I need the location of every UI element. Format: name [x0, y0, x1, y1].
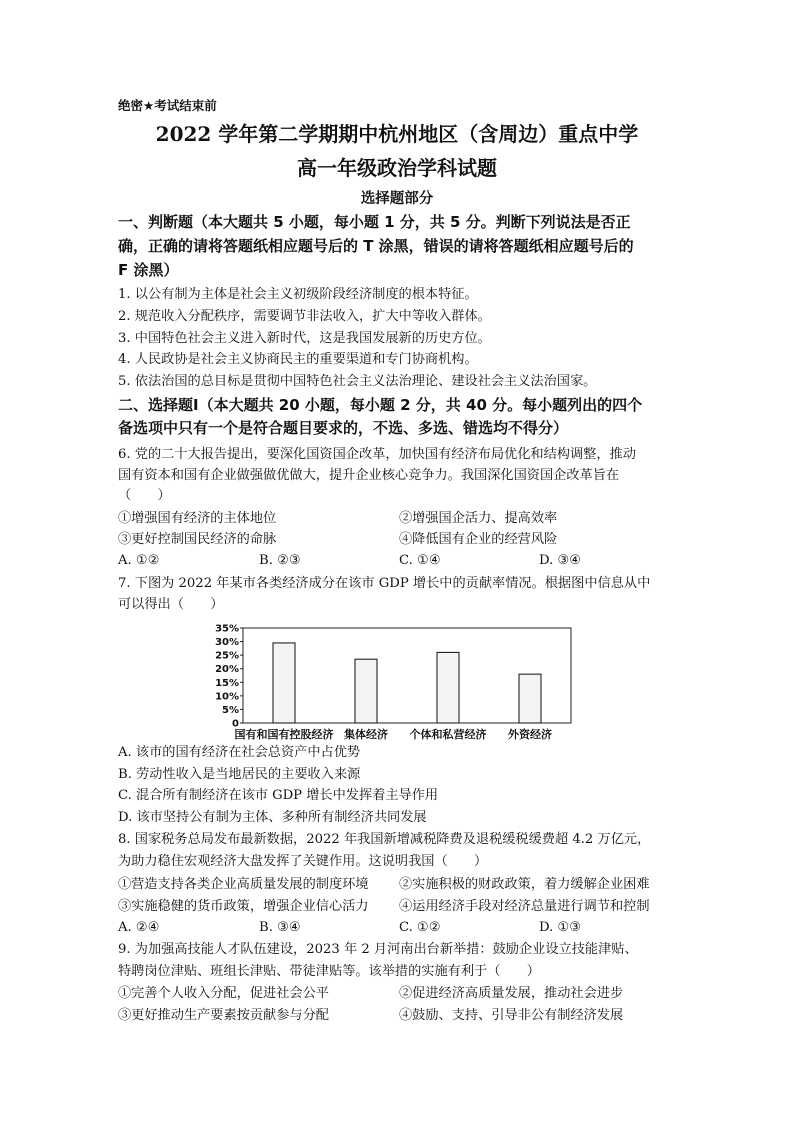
section1-heading-line1: 一、判断题（本大题共 5 小题，每小题 1 分，共 5 分。判断下列说法是否正	[118, 213, 631, 231]
y-tick-label: 10%	[215, 691, 239, 703]
q6-stem-line2: 国有资本和国有企业做强做优做大，提升企业核心竞争力。我国深化国资国企改革旨在	[118, 468, 620, 483]
bar	[519, 674, 541, 723]
category-label: 外资经济	[508, 728, 552, 741]
q6-statement-1: ①增强国有经济的主体地位	[118, 511, 277, 526]
y-tick-label: 20%	[215, 664, 239, 676]
tf-item-3: 3. 中国特色社会主义进入新时代，这是我国发展新的历史方位。	[118, 331, 491, 346]
tf-item-1: 1. 以公有制为主体是社会主义初级阶段经济制度的根本特征。	[118, 287, 478, 302]
q8-stem-line1: 8. 国家税务总局发布最新数据，2022 年我国新增减税降费及退税缓税缓费超 4.2 万亿元，	[118, 832, 651, 847]
category-label: 集体经济	[344, 728, 388, 741]
q9-stem-line2: 特聘岗位津贴、班组长津贴、带徒津贴等。该举措的实施有利于（ ）	[118, 964, 540, 979]
q7-option-a: A. 该市的国有经济在社会总资产中占优势	[118, 745, 361, 760]
q8-statement-1: ①营造支持各类企业高质量发展的制度环境	[118, 877, 369, 892]
bar	[355, 659, 377, 723]
q9-statement-4: ④鼓励、支持、引导非公有制经济发展	[399, 1008, 624, 1023]
category-label: 个体和私营经济	[409, 728, 487, 741]
q8-stem-line2: 为助力稳住宏观经济大盘发挥了关键作用。这说明我国（ ）	[118, 854, 488, 869]
bar	[273, 643, 295, 723]
y-tick-label: 0	[232, 718, 239, 730]
q9-stem-line1: 9. 为加强高技能人才队伍建设，2023 年 2 月河南出台新举措：鼓励企业设立技能津贴、	[118, 942, 638, 957]
y-tick-label: 15%	[215, 677, 239, 689]
q8-statement-3: ③实施稳健的货币政策，增强企业信心活力	[118, 899, 369, 914]
tf-item-5: 5. 依法治国的总目标是贯彻中国特色社会主义法治理论、建设社会主义法治国家。	[118, 374, 597, 389]
y-tick-label: 25%	[215, 650, 239, 662]
section1-heading-line3: F 涂黑）	[118, 261, 179, 279]
part-heading: 选择题部分	[360, 190, 434, 207]
q9-statement-1: ①完善个人收入分配，促进社会公平	[118, 986, 329, 1001]
q9-statement-2: ②促进经济高质量发展，推动社会进步	[399, 986, 624, 1001]
q7-option-b: B. 劳动性收入是当地居民的主要收入来源	[118, 767, 361, 782]
q8-option-c: C. ①②	[399, 920, 441, 935]
section2-heading-line1: 二、选择题Ⅰ（本大题共 20 小题，每小题 2 分，共 40 分。每小题列出的四个	[118, 396, 643, 414]
q6-option-a: A. ①②	[118, 553, 160, 568]
q9-statement-3: ③更好推动生产要素按贡献参与分配	[118, 1008, 329, 1023]
exam-subtitle: 高一年级政治学科试题	[297, 156, 497, 180]
q6-option-d: D. ③④	[539, 553, 582, 568]
q6-option-b: B. ②③	[259, 553, 301, 568]
q6-option-c: C. ①④	[399, 553, 441, 568]
y-tick-label: 35%	[215, 624, 239, 635]
confidential-label: 绝密★考试结束前	[118, 98, 217, 113]
q7-stem-line2: 可以得出（ ）	[118, 597, 224, 612]
tf-item-2: 2. 规范收入分配秩序，需要调节非法收入，扩大中等收入群体。	[118, 309, 491, 324]
q8-option-d: D. ①③	[539, 920, 582, 935]
q7-option-c: C. 混合所有制经济在该市 GDP 增长中发挥着主导作用	[118, 788, 439, 803]
y-tick-label: 30%	[215, 637, 239, 649]
exam-title: 2022 学年第二学期期中杭州地区（含周边）重点中学	[155, 122, 639, 146]
category-label: 国有和国有控股经济	[234, 728, 334, 741]
q6-stem-line3: （ ）	[118, 488, 171, 503]
q6-statement-4: ④降低国有企业的经营风险	[399, 532, 558, 547]
q6-statement-3: ③更好控制国民经济的命脉	[118, 532, 277, 547]
bar	[437, 652, 459, 723]
q7-stem-line1: 7. 下图为 2022 年某市各类经济成分在该市 GDP 增长中的贡献率情况。根据图中信息从中	[118, 576, 651, 591]
section2-heading-line2: 备选项中只有一个是符合题目要求的，不选、多选、错选均不得分）	[118, 419, 569, 437]
section1-heading-line2: 确，正确的请将答题纸相应题号后的 T 涂黑，错误的请将答题纸相应题号后的	[118, 237, 634, 255]
q6-statement-2: ②增强国企活力、提高效率	[399, 511, 558, 526]
contribution-bar-chart	[205, 624, 585, 746]
q8-option-b: B. ③④	[259, 920, 301, 935]
q6-stem-line1: 6. 党的二十大报告提出，要深化国资国企改革，加快国有经济布局优化和结构调整，推动	[118, 447, 636, 462]
y-tick-label: 5%	[222, 704, 239, 716]
tf-item-4: 4. 人民政协是社会主义协商民主的重要渠道和专门协商机构。	[118, 352, 478, 367]
q8-statement-4: ④运用经济手段对经济总量进行调节和控制	[399, 899, 650, 914]
q8-statement-2: ②实施积极的财政政策，着力缓解企业困难	[399, 877, 650, 892]
q7-option-d: D. 该市坚持公有制为主体、多种所有制经济共同发展	[118, 810, 427, 825]
q8-option-a: A. ②④	[118, 920, 160, 935]
